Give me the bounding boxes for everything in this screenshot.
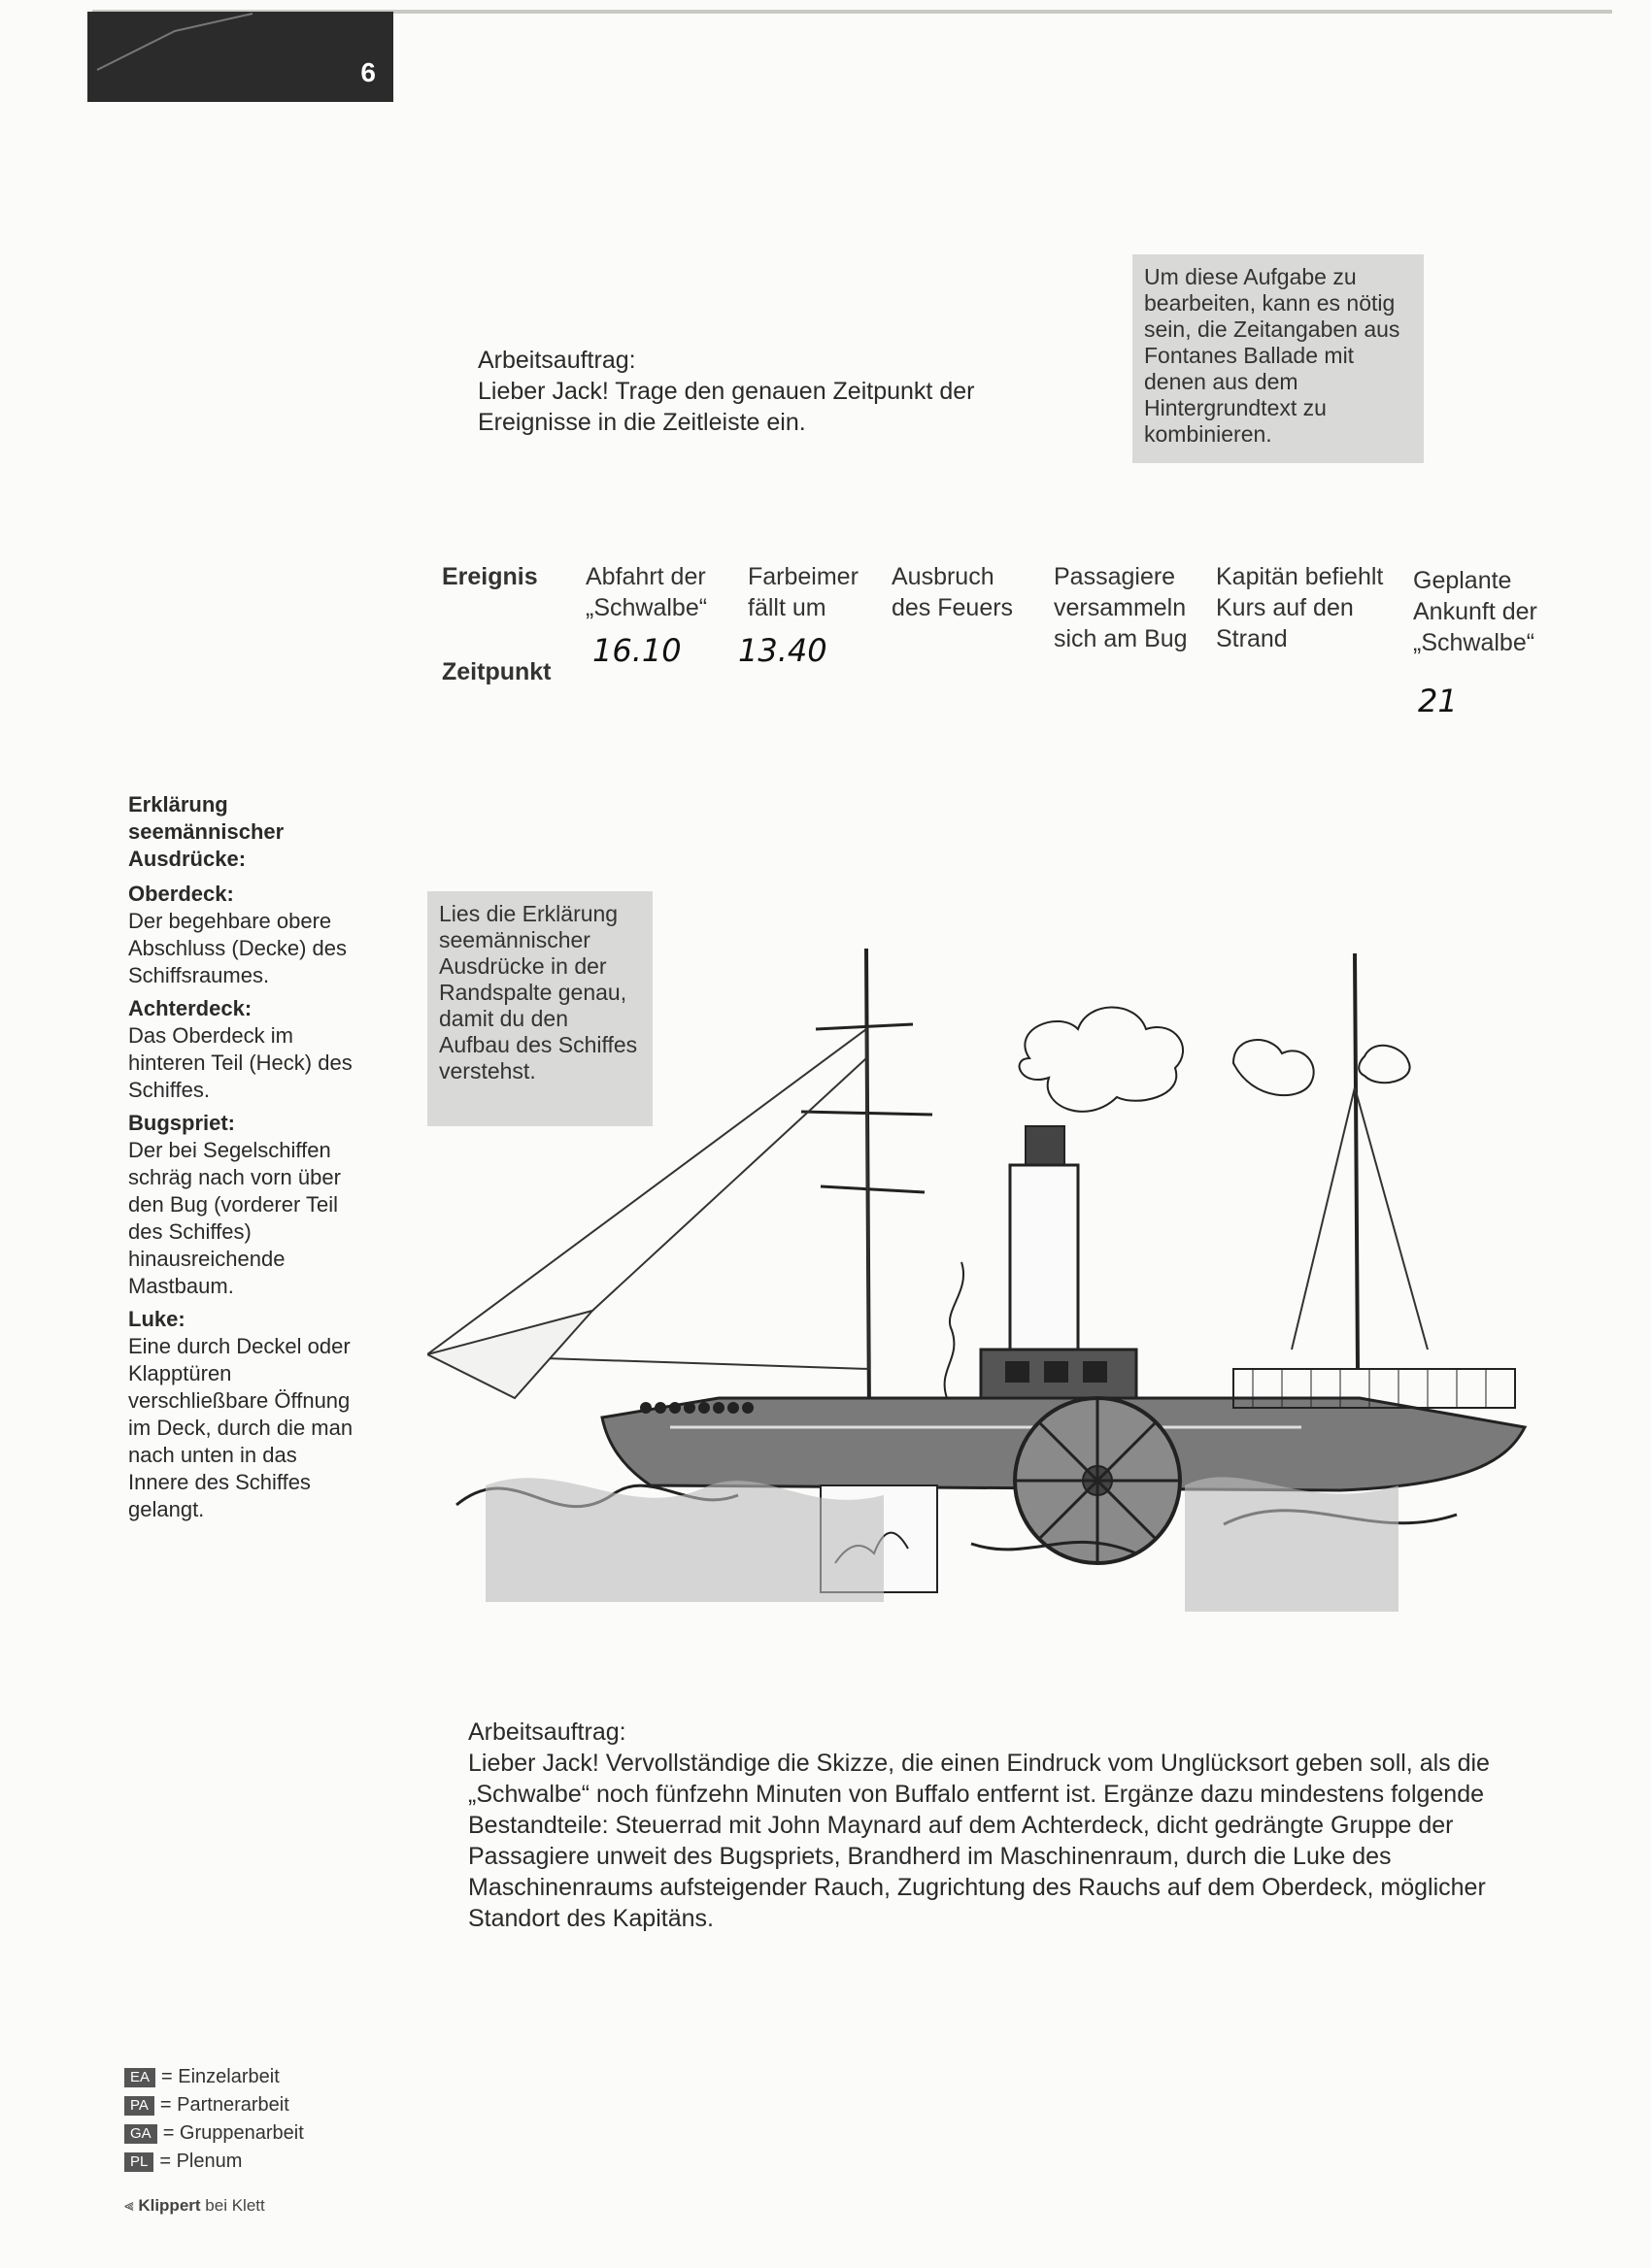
event-row-label: Ereignis [442,563,538,590]
publisher-footer [124,2196,265,2216]
cloud-icon [1359,1046,1409,1083]
event-paint-bucket: Farbeimer fällt um [748,563,859,621]
task-2-heading: Arbeitsauftrag: [468,1718,626,1746]
glossary-entry [128,881,361,989]
page-tab [87,12,393,102]
glossary-entry [128,1110,361,1300]
glossary-title: Erklärung seemännischer Ausdrücke: [128,792,285,871]
task-2-text: Lieber Jack! Vervollständige die Skizze, die einen Eindruck vom Unglücksort geben soll, als die „Schwalbe“ noch fünfzehn Minuten von Buffalo entfernt ist. Ergänze dazu mindestens folgende Bestandteile: Steuerrad mit John Maynard auf dem Achterdeck, dicht gedrängte Gruppe der Passagiere unweit des Bugspriets, Brandherd im Maschinenraum, durch die Luke des Maschinenraums aufsteigender Rauch, Zugrichtung des Rauchs auf dem Oberdeck, möglicher Standort des Kapitäns. [468,1750,1490,1932]
jib-sail [427,1311,592,1398]
pen-stroke-icon [87,12,393,102]
legend-label: = Gruppenarbeit [162,2122,304,2144]
definition-achterdeck: Das Oberdeck im hinteren Teil (Heck) des Schiffes. [128,1023,353,1102]
glossary-entry [128,995,361,1104]
funnel-top [1026,1126,1064,1165]
task-1 [478,345,1002,438]
term-achterdeck: Achterdeck: [128,996,253,1020]
legend-row [124,2063,304,2091]
glossary-sidebar [128,791,361,1523]
task-2 [468,1717,1546,1934]
term-luke: Luke: [128,1307,185,1331]
term-oberdeck: Oberdeck: [128,882,234,906]
publisher-logo-icon: ⫷ [124,2196,134,2215]
page-number: 6 [360,57,376,87]
hint-2-text: Lies die Erklärung seemännischer Ausdrücke in der Randspalte genau, damit du den Aufbau des Schiffes verstehst. [439,901,638,1084]
funnel [1010,1165,1078,1379]
legend-abbr: PA [124,2096,154,2116]
time-row-label: Zeitpunkt [442,658,552,685]
task-1-heading: Arbeitsauftrag: [478,347,636,374]
definition-luke: Eine durch Deckel oder Klapptüren verschließbare Öffnung im Deck, durch die man nach unten in das Innere des Schiffes gelangt. [128,1334,354,1521]
hint-box-timeline [1132,254,1424,463]
hint-1-text: Um diese Aufgabe zu bearbeiten, kann es nötig sein, die Zeitangaben aus Fontanes Ballade mit denen aus dem Hintergrundtext zu kombinieren. [1144,264,1400,447]
time-departure: 16.10 [592,632,682,669]
smoke-cloud-icon [1020,1008,1183,1112]
legend-abbr: PL [124,2152,153,2172]
legend-row [124,2148,304,2176]
legend-label: = Partnerarbeit [159,2094,289,2116]
time-arrival: 21 [1418,683,1458,719]
event-arrival: Geplante Ankunft der „Schwalbe“ [1413,567,1537,656]
legend-abbr: GA [124,2124,157,2144]
term-bugspriet: Bugspriet: [128,1111,235,1135]
cloud-icon [1233,1040,1314,1095]
event-fire: Ausbruch des Feuers [892,563,1014,621]
legend-row [124,2119,304,2148]
definition-oberdeck: Der begehbare obere Abschluss (Decke) des Schiffsraumes. [128,909,347,987]
legend-label: = Plenum [159,2151,243,2172]
event-departure: Abfahrt der „Schwalbe“ [586,563,708,621]
legend-abbr: EA [124,2068,155,2087]
definition-bugspriet: Der bei Segelschiffen schräg nach vorn über den Bug (vorderer Teil des Schiffes) hinausreichende Mastbaum. [128,1138,341,1298]
glossary-entry [128,1306,361,1523]
legend-label: = Einzelarbeit [161,2066,280,2087]
publisher-brand: Klippert [138,2196,201,2215]
publisher-suffix: bei Klett [205,2196,265,2215]
legend-row [124,2091,304,2119]
task-1-text: Lieber Jack! Trage den genauen Zeitpunkt der Ereignisse in die Zeitleiste ein. [478,378,975,436]
smoke-sketch-icon [945,1262,963,1398]
paddle-steamer-illustration [427,942,1544,1612]
timeline-table [442,551,1559,719]
mainmast [1355,953,1358,1369]
event-passengers: Passagiere versammeln sich am Bug [1054,563,1188,652]
time-paint-bucket: 13.40 [738,632,827,669]
event-captain: Kapitän befiehlt Kurs auf den Strand [1216,563,1384,652]
work-mode-legend [124,2063,304,2176]
